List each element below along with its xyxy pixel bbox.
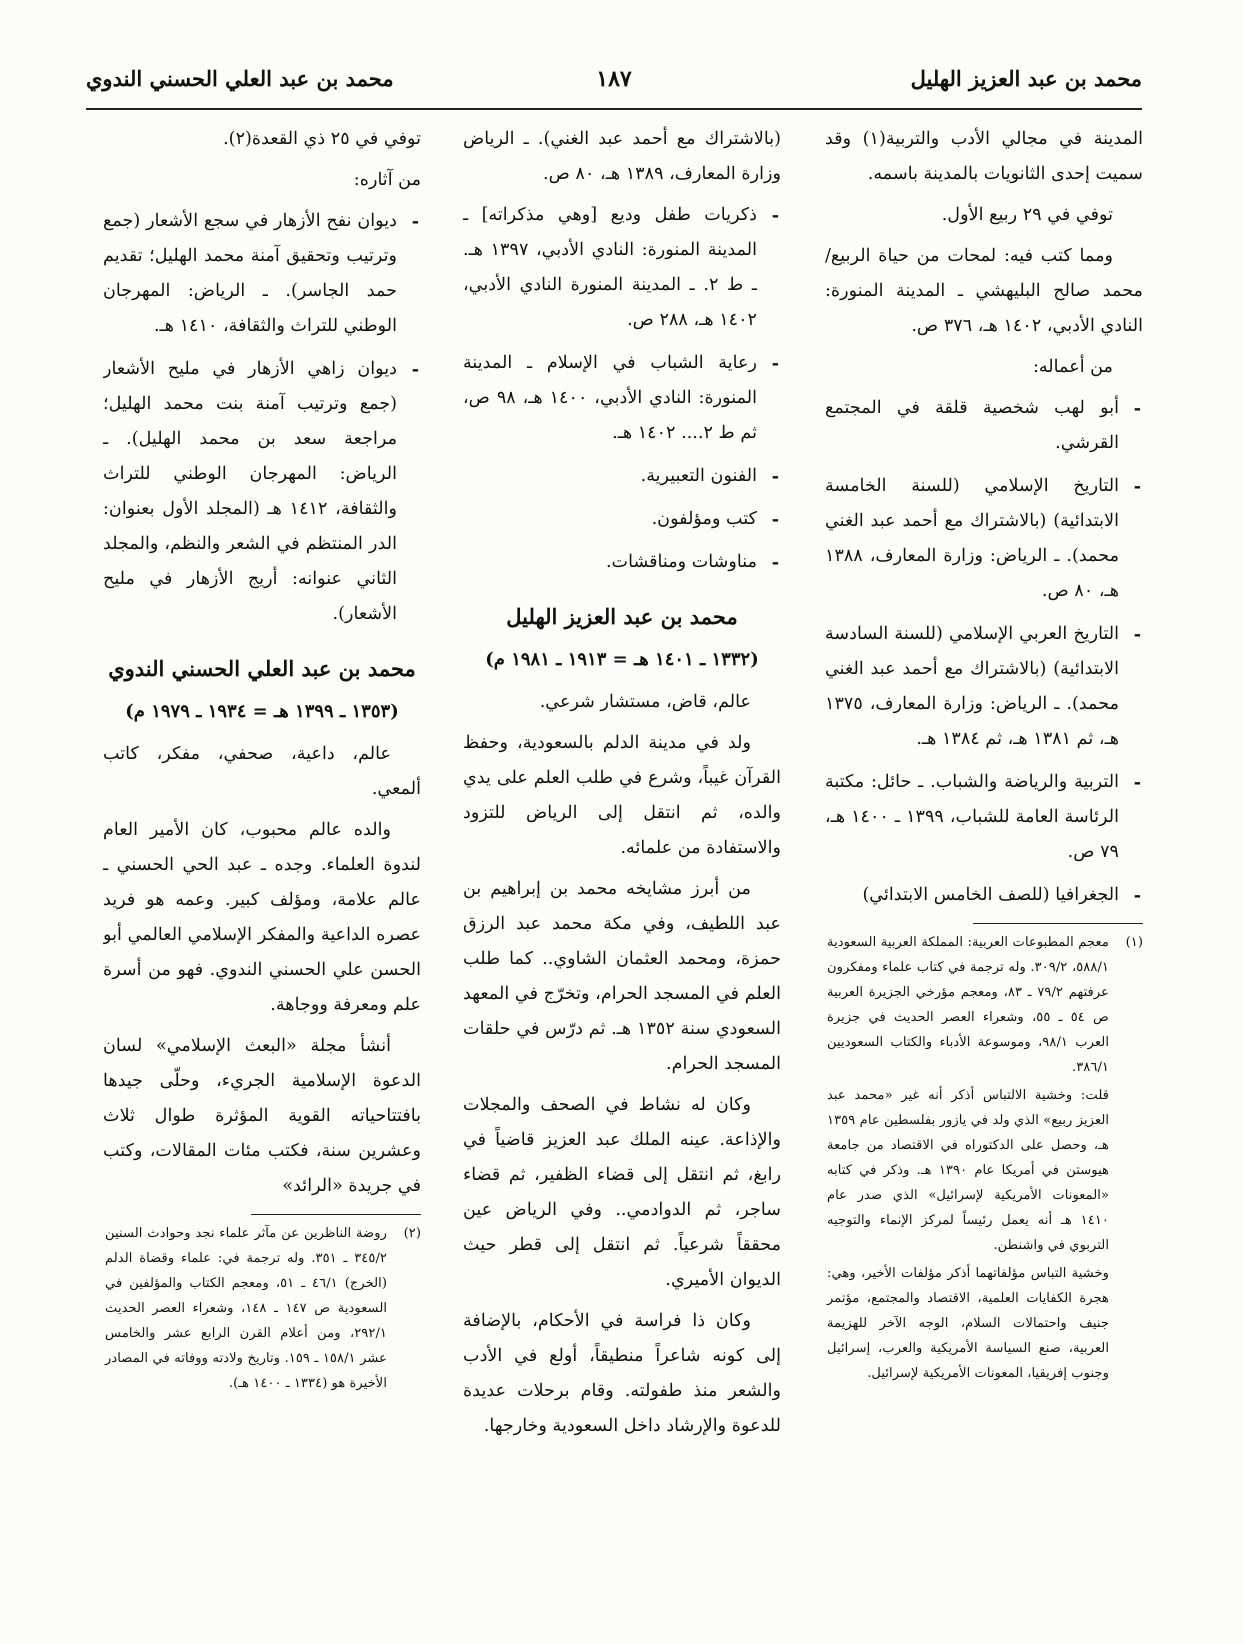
entry-title: محمد بن عبد العزيز الهليل <box>506 604 738 629</box>
footnote-rule <box>251 1214 421 1215</box>
list-item: - التربية والرياضة والشباب. ـ حائل: مكتبة الرئاسة العامة للشباب، ١٣٩٩ ـ ١٤٠٠ هـ، ٧٩ ص. <box>825 765 1143 870</box>
footnote-paragraph: قلت: وخشية الالتباس أذكر أنه غير «محمد عبد العزيز ربيع» الذي ولد في يازور بفلسطين عام ١٣٥٩ هـ، وحصل على الدكتوراه في الاقتصاد من جامعة هيوستن في أمريكا عام ١٣٩٠ هـ. وذكر في كتابه «المعونات الأمريكية لإسرائيل» الذي صدر عام ١٤١٠ هـ أنه يعمل رئيساً لمركز الإنماء والتوجيه التربوي في واشنطن. <box>827 1088 1110 1253</box>
footnote-rule <box>973 923 1143 924</box>
list-item: - ذكريات طفل وديع [وهي مذكراته] ـ المدينة المنورة: النادي الأدبي، ١٣٩٧ هـ. ـ ط ٢. ـ المدينة المنورة النادي الأدبي، ١٤٠٢ هـ، ٢٨٨ ص. <box>463 198 781 338</box>
footnote-body <box>827 930 1109 1389</box>
entry-dates: (١٣٣٢ ـ ١٤٠١ هـ = ١٩١٣ ـ ١٩٨١ م) <box>485 649 759 670</box>
column-middle <box>463 122 781 1592</box>
footnote-body: روضة الناظرين عن مآثر علماء نجد وحوادث السنين ٣٤٥/٢ ـ ٣٥١. وله ترجمة في: علماء وقضاة الدلم (الخرج) ٤٦/١ ـ ٥١، ومعجم الكتاب والمؤلفين في السعودية ص ١٤٧ ـ ١٤٨، وشعراء العصر الحديث ٢٩٢/١، ومن أعلام القرن الرابع عشر والخامس عشر ١٥٨/١ ـ ١٥٩. وتاريخ ولادته ووفاته في المصادر الأخيرة هو (١٣٣٤ ـ ١٤٠٠ هـ). <box>105 1226 388 1391</box>
entry-title: محمد بن عبد العلي الحسني الندوي <box>108 656 416 681</box>
paragraph: عالم، داعية، صحفي، مفكر، كاتب ألمعي. <box>103 744 421 799</box>
works-list <box>103 204 421 632</box>
footnote-number: (١) <box>1125 935 1143 950</box>
paragraph: (بالاشتراك مع أحمد عبد الغني). ـ الرياض وزارة المعارف، ١٣٨٩ هـ، ٨٠ ص. <box>463 129 781 184</box>
paragraph: أنشأ مجلة «البعث الإسلامي» لسان الدعوة الإسلامية الجريء، وحلّى جيدها بافتتاحياته القوية المؤثرة طوال ثلاث وعشرين سنة، فكتب مئات المقالات، وكتب في جريدة «الرائد» <box>103 1036 421 1196</box>
footnote-1 <box>825 930 1143 1389</box>
works-list <box>463 198 781 580</box>
page-number: ١٨٧ <box>596 66 632 92</box>
header-rule <box>86 108 1142 110</box>
works-heading: من آثاره: <box>353 170 421 190</box>
paragraph: المدينة في مجالي الأدب والتربية(١) وقد سميت إحدى الثانويات بالمدينة باسمه. <box>825 129 1143 184</box>
paragraph: والده عالم محبوب، كان الأمير العام لندوة العلماء. وجده ـ عبد الحي الحسني ـ عالم علامة، ومؤلف كبير. وعمه هو فريد عصره الداعية والمفكر الإسلامي العالمي أبو الحسن علي الحسني الندوي. فهو من أسرة علم ومعرفة ووجاهة. <box>103 820 421 1015</box>
list-item: - التاريخ الإسلامي (للسنة الخامسة الابتدائية) (بالاشتراك مع أحمد عبد الغني محمد). ـ الرياض: وزارة المعارف، ١٣٨٨ هـ، ٨٠ ص. <box>825 469 1143 609</box>
list-item: - الجغرافيا (للصف الخامس الابتدائي) <box>825 878 1143 913</box>
list-item: - كتب ومؤلفون. <box>463 502 781 537</box>
list-item: - أبو لهب شخصية قلقة في المجتمع القرشي. <box>825 391 1143 461</box>
list-item: - التاريخ العربي الإسلامي (للسنة السادسة الابتدائية) (بالاشتراك مع أحمد عبد الغني محمد). ـ الرياض: وزارة المعارف، ١٣٧٥ هـ، ثم ١٣٨١ هـ، ثم ١٣٨٤ هـ. <box>825 617 1143 757</box>
running-header <box>86 58 1142 108</box>
footnote-paragraph: وخشية التباس مؤلفاتهما أذكر مؤلفات الأخير، وهي: هجرة الكفايات العلمية، الاقتصاد والمجتمع، مؤتمر جنيف واحتمالات السلام، الوجه الآخر للهزيمة العربية، صنع السياسة الأمريكية والعرب، إسرائيل وجنوب إفريقيا، المعونات الأمريكية لإسرائيل. <box>827 1266 1109 1381</box>
column-right <box>825 122 1143 1592</box>
list-item: - الفنون التعبيرية. <box>463 459 781 494</box>
footnote-2 <box>103 1221 421 1396</box>
list-item: - رعاية الشباب في الإسلام ـ المدينة المنورة: النادي الأدبي، ١٤٠٠ هـ، ٩٨ ص، ثم ط ٢.... ١٤٠٢ هـ. <box>463 346 781 451</box>
paragraph: من أبرز مشايخه محمد بن إبراهيم بن عبد اللطيف، وفي مكة محمد عبد الرزق حمزة، ومحمد العثمان الشاوي.. كما طلب العلم في المسجد الحرام، وتخرّج في المعهد السعودي سنة ١٣٥٢ هـ. ثم درّس في حلقات المسجد الحرام. <box>463 879 781 1074</box>
list-item: - ديوان زاهي الأزهار في مليح الأشعار (جمع وترتيب آمنة بنت محمد الهليل؛ مراجعة سعد بن محمد الهليل). ـ الرياض: المهرجان الوطني للتراث والثقافة، ١٤١٢ هـ (المجلد الأول بعنوان: الدر المنتظم في الشعر والنظم، والمجلد الثاني عنوانه: أريج الأزهار في مليح الأشعار). <box>103 352 421 632</box>
column-left <box>103 122 421 1592</box>
header-left-title: محمد بن عبد العلي الحسني الندوي <box>86 66 394 91</box>
paragraph: توفي في ٢٥ ذي القعدة(٢). <box>223 129 421 149</box>
footnote-paragraph: معجم المطبوعات العربية: المملكة العربية السعودية ٥٨٨/١، ٣٠٩/٢. وله ترجمة في كتاب علماء ومفكرون عرفتهم ٧٩/٢ ـ ٨٣، ومعجم مؤرخي الجزيرة العربية ص ٥٤ ـ ٥٥، وشعراء العصر الحديث في جزيرة العرب ٩٨/١، وموسوعة الأدباء والكتاب السعوديين ٣٨٦/١. <box>827 935 1110 1075</box>
paragraph: ولد في مدينة الدلم بالسعودية، وحفظ القرآن غيباً، وشرع في طلب العلم على يدي والده، ثم انتقل إلى الرياض للتزود والاستفادة من علمائه. <box>463 733 781 858</box>
paragraph: عالم، قاض، مستشار شرعي. <box>539 692 751 712</box>
paragraph: ومما كتب فيه: لمحات من حياة الربيع/محمد صالح البليهشي ـ المدينة المنورة: النادي الأدبي، ١٤٠٢ هـ، ٣٧٦ ص. <box>825 246 1143 336</box>
paragraph: وكان ذا فراسة في الأحكام، بالإضافة إلى كونه شاعراً منطيقاً، أولع في الأدب والشعر منذ طفولته. وقام برحلات عديدة للدعوة والإرشاد داخل السعودية وخارجها. <box>463 1311 781 1436</box>
header-right-title: محمد بن عبد العزيز الهليل <box>910 66 1142 91</box>
works-list <box>825 391 1143 913</box>
paragraph: وكان له نشاط في الصحف والمجلات والإذاعة. عينه الملك عبد العزيز قاضياً في رابغ، ثم انتقل إلى قضاء الظفير، ثم قضاء ساجر، ثم الدوادمي.. وفي الرياض عين محققاً شرعياً. ثم انتقل إلى قطر حيث الديوان الأميري. <box>463 1095 781 1290</box>
footnote-number: (٢) <box>403 1226 421 1241</box>
works-heading: من أعماله: <box>1032 357 1113 377</box>
paragraph: توفي في ٢٩ ربيع الأول. <box>941 205 1113 225</box>
entry-dates: (١٣٥٣ ـ ١٣٩٩ هـ = ١٩٣٤ ـ ١٩٧٩ م) <box>125 701 399 722</box>
list-item: - ديوان نفح الأزهار في سجع الأشعار (جمع وترتيب وتحقيق آمنة محمد الهليل؛ تقديم حمد الجاسر). ـ الرياض: المهرجان الوطني للتراث والثقافة، ١٤١٠ هـ. <box>103 204 421 344</box>
list-item: - مناوشات ومناقشات. <box>463 545 781 580</box>
